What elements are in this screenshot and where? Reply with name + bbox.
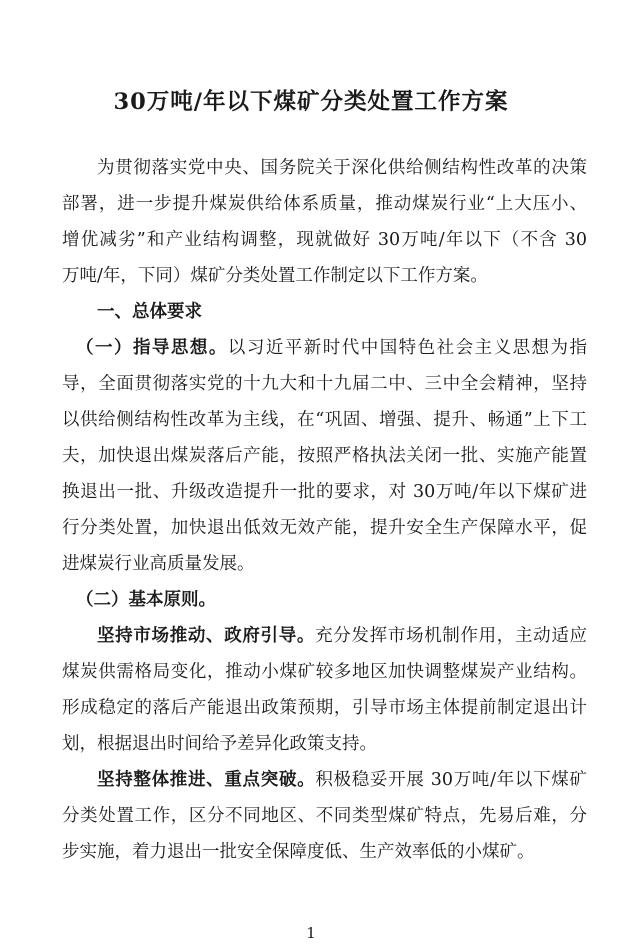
principle2-line-2: 分类处置工作，区分不同地区、不同类型煤矿特点，先易后难，分 [62, 806, 587, 826]
principle1-lead: 坚持市场推动、政府引导。 [97, 626, 316, 646]
intro-line-3: 增优减劣”和产业结构调整，现就做好 30万吨/年以下（不含 30 [62, 230, 587, 250]
document-title: 30万吨/年以下煤矿分类处置工作方案 [113, 89, 509, 115]
section-heading: 一、总体要求 [97, 302, 202, 322]
principle2-lead: 坚持整体推进、重点突破。 [97, 770, 316, 790]
principle1-line-4: 划，根据退出时间给予差异化政策支持。 [62, 734, 377, 754]
intro-line-1: 为贯彻落实党中央、国务院关于深化供给侧结构性改革的决策 [97, 158, 587, 178]
principle1-line-2: 煤炭供需格局变化，推动小煤矿较多地区加快调整煤炭产业结构。 [62, 662, 587, 682]
guiding-line-1: （一）指导思想。以习近平新时代中国特色社会主义思想为指 [76, 338, 588, 358]
guiding-line-2: 导，全面贯彻落实党的十九大和十九届二中、三中全会精神，坚持 [62, 374, 587, 394]
principle2-line-3: 步实施，着力退出一批安全保障度低、生产效率低的小煤矿。 [62, 842, 535, 862]
guiding-line-5: 换退出一批、升级改造提升一批的要求，对 30万吨/年以下煤矿进 [62, 482, 587, 502]
guiding-line-3: 以供给侧结构性改革为主线，在“巩固、增强、提升、畅通”上下工 [62, 410, 587, 430]
guiding-line-7: 进煤炭行业高质量发展。 [62, 554, 255, 574]
principle1-line-1: 坚持市场推动、政府引导。充分发挥市场机制作用，主动适应 [97, 626, 588, 646]
guiding-line-6: 行分类处置，加快退出低效无效产能，提升安全生产保障水平，促 [62, 518, 587, 538]
guiding-heading: （一）指导思想。 [76, 338, 228, 358]
intro-line-4: 万吨/年，下同）煤矿分类处置工作制定以下工作方案。 [62, 266, 488, 286]
intro-line-2: 部署，进一步提升煤炭供给体系质量，推动煤炭行业“上大压小、 [62, 194, 587, 214]
principle2-line-1: 坚持整体推进、重点突破。积极稳妥开展 30万吨/年以下煤矿 [97, 770, 587, 790]
principle1-line-3: 形成稳定的落后产能退出政策预期，引导市场主体提前制定退出计 [62, 698, 587, 718]
principles-heading: （二）基本原则。 [76, 590, 216, 610]
guiding-line-4: 夫，加快退出煤炭落后产能，按照严格执法关闭一批、实施产能置 [62, 446, 587, 466]
page-number: 1 [306, 924, 316, 942]
document-body [62, 150, 587, 870]
